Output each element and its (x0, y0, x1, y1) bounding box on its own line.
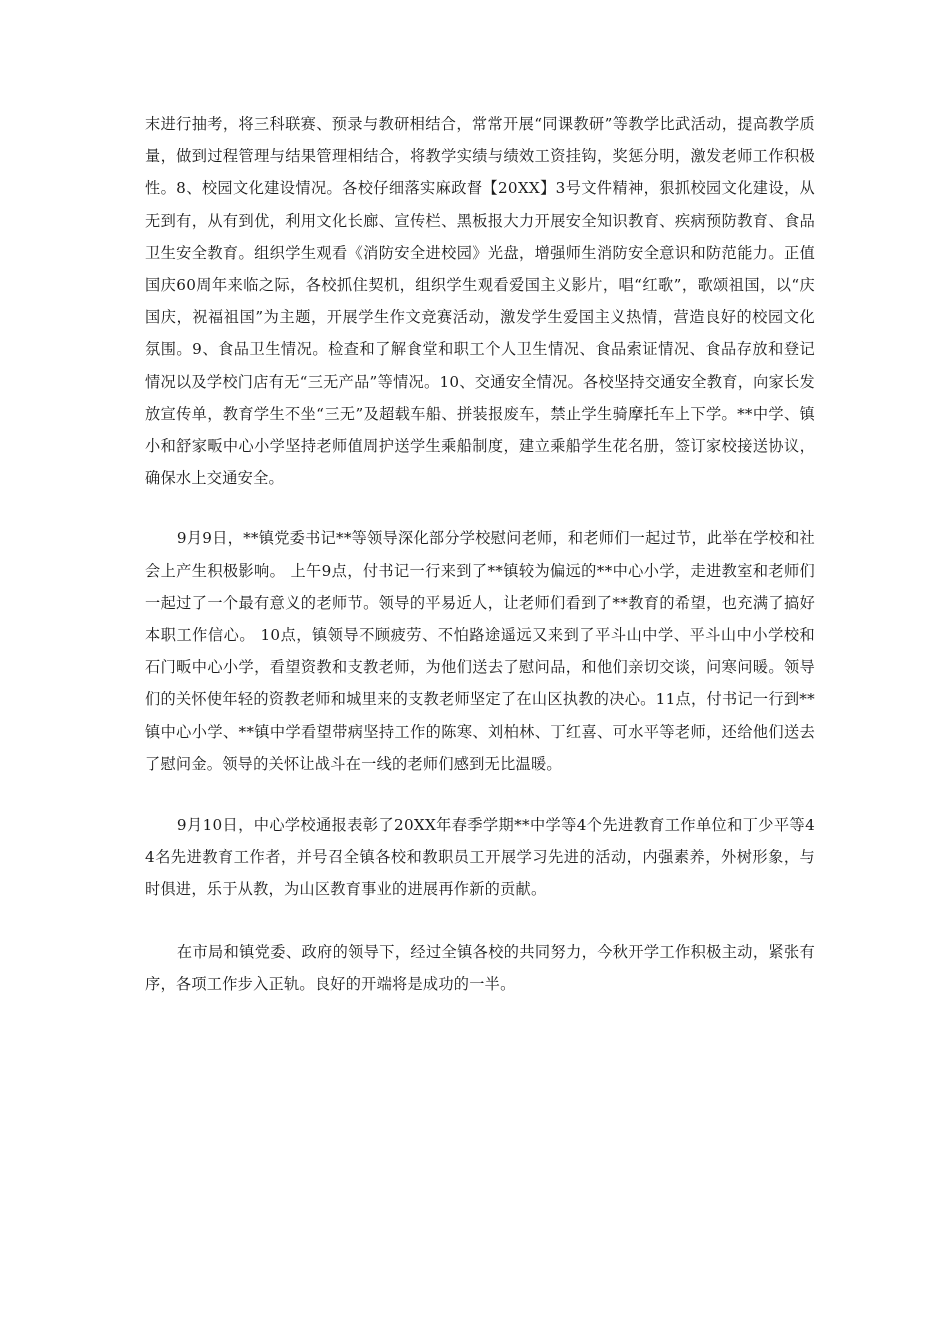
document-body (145, 108, 815, 1000)
paragraph-teachers-day-visit: 9月9日，**镇党委书记**等领导深化部分学校慰问老师，和老师们一起过节，此举在学校和社会上产生积极影响。 上午9点，付书记一行来到了**镇较为偏远的**中心小学，走进教室和老师们一起过了一个最有意义的老师节。领导的平易近人，让老师们看到了**教育的希望，也充满了搞好本职工作信心。 10点，镇领导不顾疲劳、不怕路途遥远又来到了平斗山中学、平斗山中小学校和石门畈中心小学，看望资教和支教老师，为他们送去了慰问品，和他们亲切交谈，问寒问暖。领导们的关怀使年轻的资教老师和城里来的支教老师坚定了在山区执教的决心。11点，付书记一行到**镇中心小学、**镇中学看望带病坚持工作的陈寒、刘柏林、丁红喜、可水平等老师，还给他们送去了慰问金。领导的关怀让战斗在一线的老师们感到无比温暖。 (145, 529, 815, 773)
paragraph-conclusion: 在市局和镇党委、政府的领导下，经过全镇各校的共同努力，今秋开学工作积极主动，紧张有序，各项工作步入正轨。良好的开端将是成功的一半。 (145, 942, 815, 993)
paragraph-campus-activities: 末进行抽考，将三科联赛、预录与教研相结合，常常开展“同课教研”等教学比武活动，提高教学质量，做到过程管理与结果管理相结合，将教学实绩与绩效工资挂钩，奖惩分明，激发老师工作积极性。8、校园文化建设情况。各校仔细落实麻政督【20XX】3号文件精神，狠抓校园文化建设，从无到有，从有到优，利用文化长廊、宣传栏、黑板报大力开展安全知识教育、疾病预防教育、食品卫生安全教育。组织学生观看《消防安全进校园》光盘，增强师生消防安全意识和防范能力。正值国庆60周年来临之际，各校抓住契机，组织学生观看爱国主义影片，唱“红歌”，歌颂祖国，以“庆国庆，祝福祖国”为主题，开展学生作文竞赛活动，激发学生爱国主义热情，营造良好的校园文化氛围。9、食品卫生情况。检查和了解食堂和职工个人卫生情况、食品索证情况、食品存放和登记情况以及学校门店有无“三无产品”等情况。10、交通安全情况。各校坚持交通安全教育，向家长发放宣传单，教育学生不坐“三无”及超载车船、拼装报废车，禁止学生骑摩托车上下学。**中学、镇小和舒家畈中心小学坚持老师值周护送学生乘船制度，建立乘船学生花名册，签订家校接送协议，确保水上交通安全。 (145, 115, 815, 488)
paragraph-commendation: 9月10日，中心学校通报表彰了20XX年春季学期**中学等4个先进教育工作单位和丁少平等44名先进教育工作者，并号召全镇各校和教职员工开展学习先进的活动，内强素养，外树形象，与时俱进，乐于从教，为山区教育事业的进展再作新的贡献。 (145, 816, 815, 899)
